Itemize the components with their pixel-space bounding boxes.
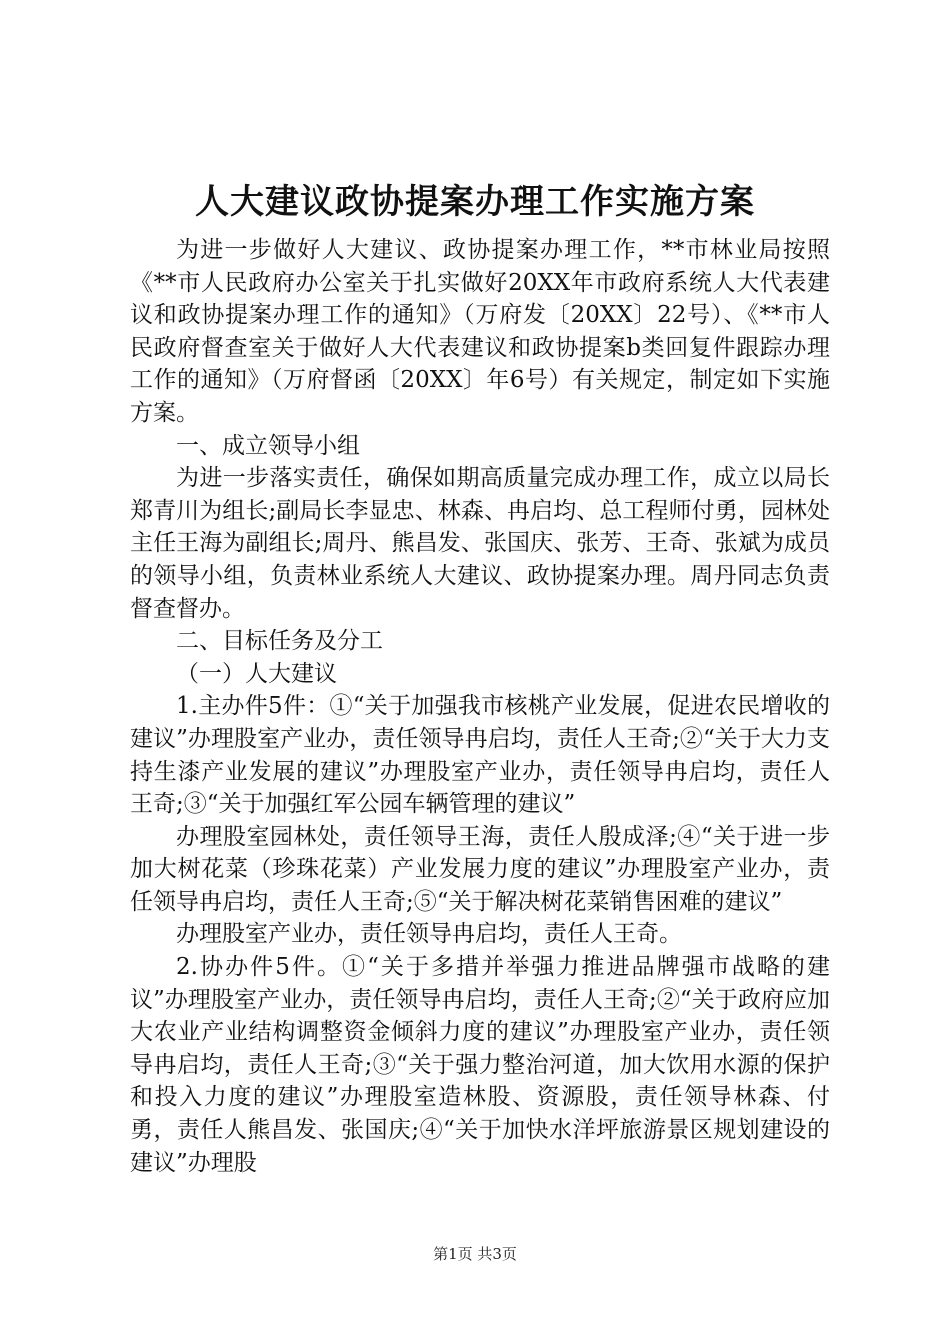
intro-paragraph: 为进一步做好人大建议、政协提案办理工作，**市林业局按照《**市人民政府办公室关于扎实做好20XX年市政府系统人大代表建议和政协提案办理工作的通知》（万府发〔20XX〕22号）、《**市人民政府督查室关于做好人大代表建议和政协提案b类回复件跟踪办理工作的通知》（万府督函〔20XX〕年6号）有关规定，制定如下实施方案。 [130,237,830,426]
section-heading-1: 一、成立领导小组 [176,432,360,459]
subsection-heading-1: （一）人大建议 [176,660,337,687]
document-body [130,234,830,1179]
main-items-continued-paragraph: 办理股室园林处，责任领导王海，责任人殷成泽;④“关于进一步加大树花菜（珍珠花菜）产业发展力度的建议”办理股室产业办，责任领导冉启均，责任人王奇;⑤“关于解决树花菜销售困难的建议” [130,823,830,915]
main-items-paragraph: 1.主办件5件：①“关于加强我市核桃产业发展，促进农民增收的建议”办理股室产业办，责任领导冉启均，责任人王奇;②“关于大力支持生漆产业发展的建议”办理股室产业办，责任领导冉启均，责任人王奇;③“关于加强红军公园车辆管理的建议” [130,693,830,818]
page-title: 人大建议政协提案办理工作实施方案 [195,182,755,222]
section-heading-2: 二、目标任务及分工 [176,628,383,655]
leadership-paragraph: 为进一步落实责任，确保如期高质量完成办理工作，成立以局长郑青川为组长;副局长李显忠、林森、冉启均、总工程师付勇，园林处主任王海为副组长;周丹、熊昌发、张国庆、张芳、王奇、张斌为成员的领导小组，负责林业系统人大建议、政协提案办理。周丹同志负责督查督办。 [130,465,830,622]
page-number: 第1页 共3页 [433,1245,517,1263]
main-items-final-paragraph: 办理股室产业办，责任领导冉启均，责任人王奇。 [176,921,682,948]
assist-items-paragraph: 2.协办件5件。①“关于多措并举强力推进品牌强市战略的建议”办理股室产业办，责任领导冉启均，责任人王奇;②“关于政府应加大农业产业结构调整资金倾斜力度的建议”办理股室产业办，责任领导冉启均，责任人王奇;③“关于强力整治河道，加大饮用水源的保护和投入力度的建议”办理股室造林股、资源股，责任领导林森、付勇，责任人熊昌发、张国庆;④“关于加快水洋坪旅游景区规划建设的建议”办理股 [130,954,830,1176]
